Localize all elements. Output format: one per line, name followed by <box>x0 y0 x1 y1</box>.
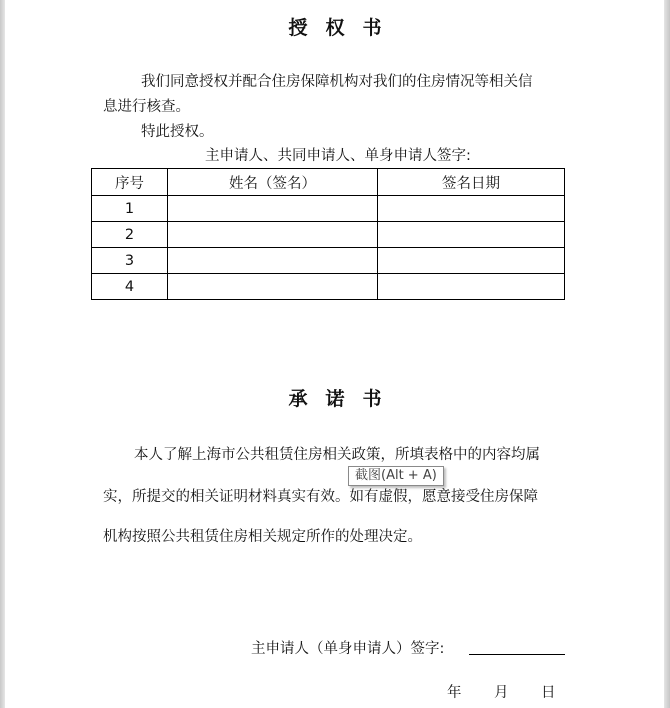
row-date-cell[interactable] <box>378 274 565 300</box>
applicant-signature-label: 主申请人（单身申请人）签字: <box>251 641 445 657</box>
table-header-row <box>92 169 565 196</box>
header-index: 序号 <box>92 169 168 196</box>
page-edge-right <box>664 0 670 708</box>
authorization-closing: 特此授权。 <box>141 124 214 140</box>
date-day: 日 <box>541 685 556 701</box>
row-name-cell[interactable] <box>168 196 378 222</box>
row-date-cell[interactable] <box>378 248 565 274</box>
row-name-cell[interactable] <box>168 274 378 300</box>
row-index: 3 <box>92 248 168 274</box>
table-row <box>92 196 565 222</box>
header-name: 姓名（签名） <box>168 169 378 196</box>
date-year: 年 <box>447 685 462 701</box>
row-name-cell[interactable] <box>168 222 378 248</box>
header-date: 签名日期 <box>378 169 565 196</box>
table-row <box>92 274 565 300</box>
commitment-line3: 机构按照公共租赁住房相关规定所作的处理决定。 <box>103 529 422 545</box>
screenshot-tooltip: 截图(Alt + A) <box>348 466 444 486</box>
signature-caption: 主申请人、共同申请人、单身申请人签字: <box>205 148 471 164</box>
row-index: 4 <box>92 274 168 300</box>
row-index: 1 <box>92 196 168 222</box>
row-name-cell[interactable] <box>168 248 378 274</box>
date-month: 月 <box>494 685 509 701</box>
commitment-line1: 本人了解上海市公共租赁住房相关政策，所填表格中的内容均属 <box>134 447 540 463</box>
signature-table <box>91 168 565 300</box>
signature-blank-line[interactable] <box>469 654 565 655</box>
table-row <box>92 222 565 248</box>
row-index: 2 <box>92 222 168 248</box>
row-date-cell[interactable] <box>378 196 565 222</box>
authorization-title: 授权书 <box>288 17 400 39</box>
row-date-cell[interactable] <box>378 222 565 248</box>
authorization-paragraph-line1: 我们同意授权并配合住房保障机构对我们的住房情况等相关信 <box>141 74 533 90</box>
table-row <box>92 248 565 274</box>
commitment-title: 承诺书 <box>288 388 400 410</box>
commitment-line2: 实，所提交的相关证明材料真实有效。如有虚假，愿意接受住房保障 <box>103 489 538 505</box>
authorization-paragraph-line2: 息进行核查。 <box>103 99 190 115</box>
